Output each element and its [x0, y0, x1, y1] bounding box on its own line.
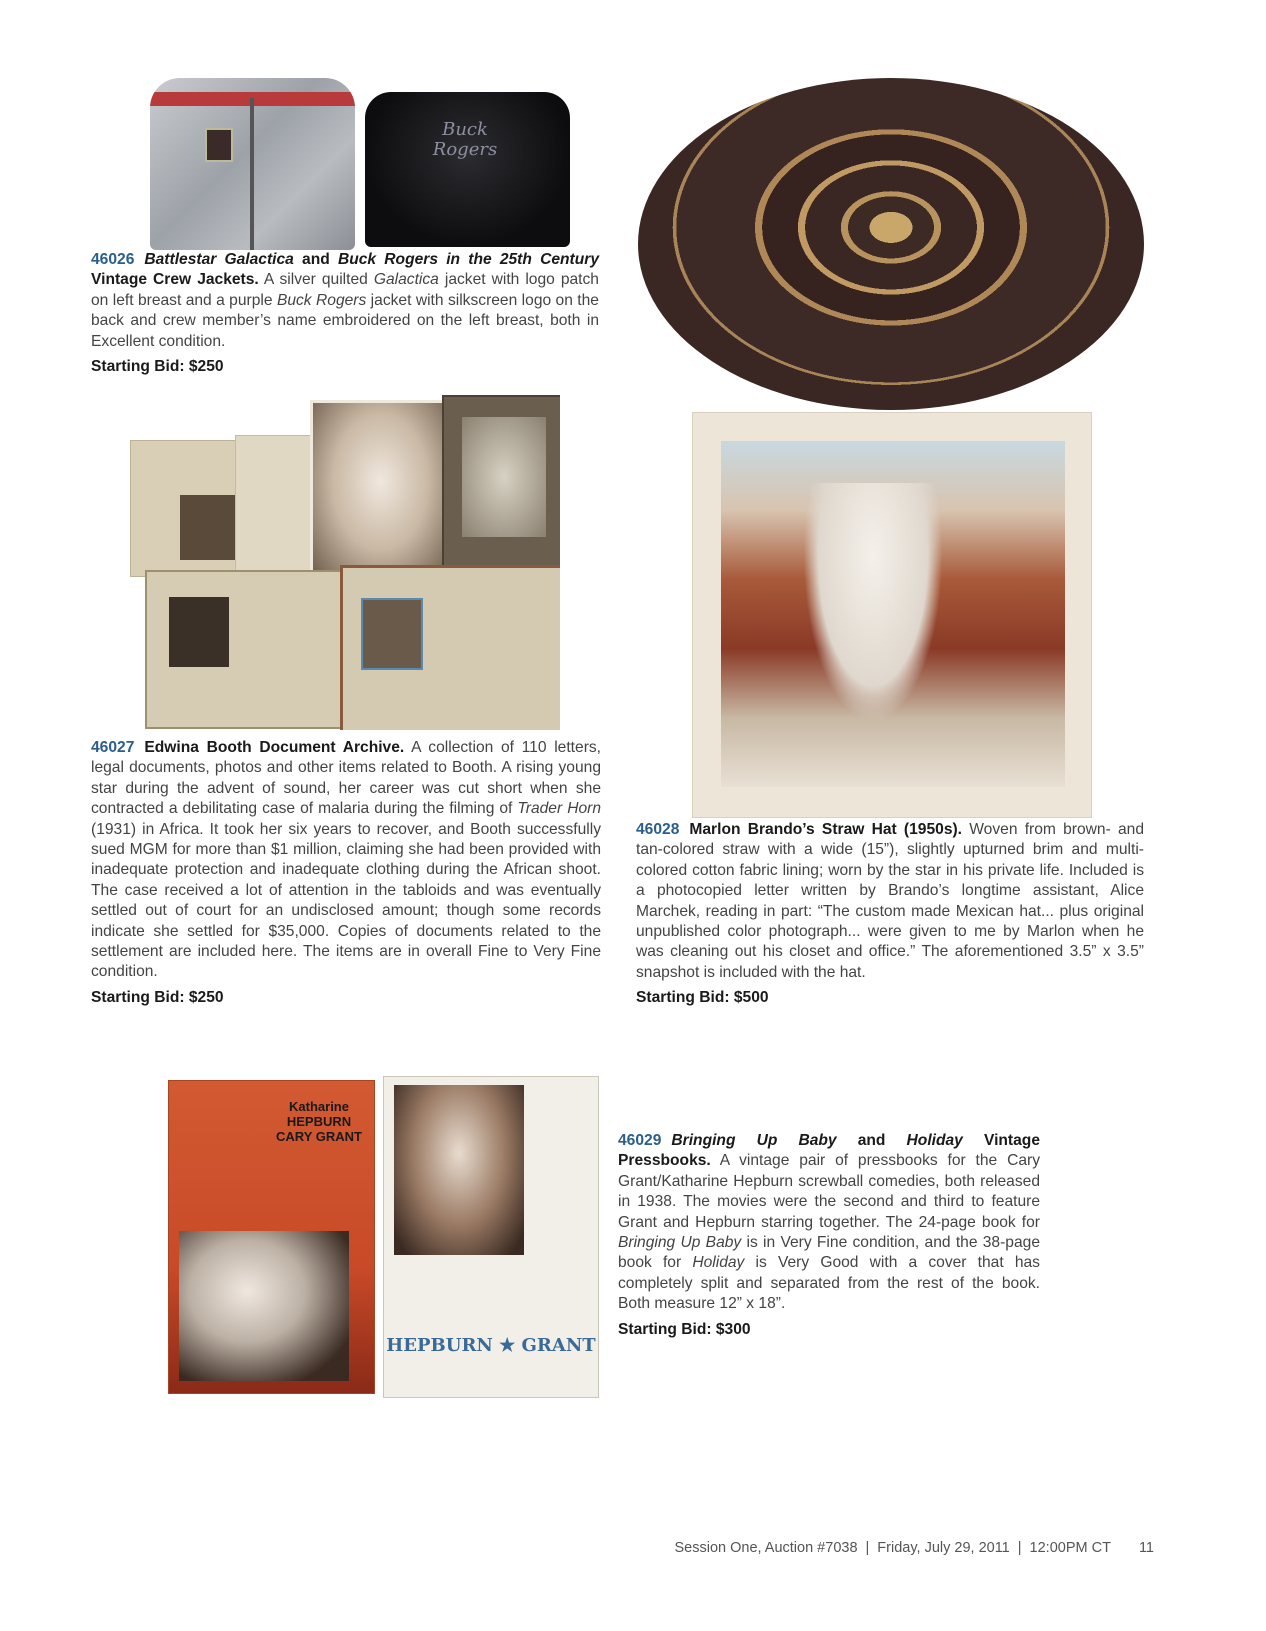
lot-description: A silver quilted	[258, 271, 374, 289]
lot-title: Edwina Booth Document Archive.	[144, 739, 405, 756]
lot-title-part: Bringing Up Baby	[671, 1132, 837, 1149]
lot-description: A collection of 110 letters, legal documents, photos and other items related to Booth. A rising young star during the advent of sound, her career was cut short when she contracted a debilitating case of malaria during the filming of	[91, 739, 602, 818]
lot-title: Marlon Brando’s Straw Hat (1950s).	[689, 821, 963, 838]
lot-46029	[618, 1131, 1040, 1340]
lot-description-italic: Holiday	[692, 1254, 745, 1272]
lot-title-part: Vintage Crew Jackets.	[91, 271, 259, 289]
lot-description: Woven from brown- and tan-colored straw with a wide (15”), slightly upturned brim and multi-colored cotton fabric lining; worn by the star in his private life. Included is a photocopied letter written by Brando’s longtime assistant, Alice Marchek, reading in part: “The custom made Mexican hat... plus original unpublished color photograph... were given to me by Marlon when he was cleaning out his closet and office.” The aforementioned 3.5” x 3.5” snapshot is included with the hat.	[636, 821, 1145, 981]
bringing-up-baby-pressbook-image	[168, 1080, 375, 1394]
lot-description-italic: Buck Rogers	[276, 291, 367, 309]
lot-46026	[91, 250, 599, 377]
lot-description-italic: Bringing Up Baby	[618, 1234, 742, 1252]
lot-description: is Very Good with a cover that has completely split and separated from the rest of the book. Both measure 12” x 18”.	[618, 1254, 1040, 1313]
lot-description: jacket with logo patch on left breast and a purple	[91, 271, 599, 309]
lot-description-italic: Galactica	[373, 271, 439, 289]
jacket-logo-text: Buck Rogers	[432, 119, 498, 160]
lot-number: 46028	[636, 821, 680, 838]
page-number: 11	[1138, 1540, 1154, 1556]
edwina-booth-documents-image	[130, 395, 560, 730]
brando-straw-hat-image	[638, 78, 1144, 410]
lot-46028	[636, 820, 1144, 1009]
footer-time: 12:00PM CT	[1029, 1540, 1111, 1556]
page-footer: Session One, Auction #7038 | Friday, July 29, 2011 | 12:00PM CT 11	[674, 1540, 1154, 1556]
footer-date: Friday, July 29, 2011	[877, 1540, 1010, 1556]
starting-bid: Starting Bid: $250	[91, 988, 224, 1006]
lot-title-part: Holiday	[906, 1132, 963, 1149]
silver-galactica-jacket-image	[150, 78, 355, 250]
lot-number: 46027	[91, 739, 135, 756]
pressbook-cover-text: Katharine HEPBURN CARY GRANT	[276, 1099, 362, 1144]
lot-title-part: Battlestar Galactica	[144, 251, 294, 268]
starting-bid: Starting Bid: $300	[618, 1320, 751, 1338]
starting-bid: Starting Bid: $250	[91, 358, 224, 376]
pressbook-cover-text: HEPBURN ★ GRANT	[386, 1335, 596, 1356]
lot-title-part: Vintage Pressbooks.	[618, 1132, 1041, 1170]
buck-rogers-jacket-image	[365, 92, 570, 247]
lot-title-part: and	[293, 251, 338, 268]
lot-description: jacket with silkscreen logo on the back and crew member’s name embroidered on the left breast, both in Excellent condition.	[91, 291, 599, 350]
lot-title-part: and	[836, 1132, 907, 1149]
footer-session: Session One, Auction #7038	[674, 1540, 858, 1556]
lot-description: is in Very Fine condition, and the 38-page book for	[618, 1234, 1040, 1272]
lot-description: (1931) in Africa. It took her six years to recover, and Booth successfully sued MGM for more than $1 million, claiming she had been provided with inadequate protection and inadequate clothing during the African shoot. The case received a lot of attention in the tabloids and was eventually settled out of court for an undisclosed amount; though some records indicate she settled for $35,000. Copies of documents related to the settlement are included here. The items are in overall Fine to Very Fine condition.	[91, 820, 601, 981]
brando-snapshot-image	[692, 412, 1092, 818]
lot-description-italic: Trader Horn	[517, 800, 601, 818]
lot-number: 46029	[618, 1132, 662, 1149]
lot-number: 46026	[91, 251, 135, 268]
lot-description: A vintage pair of pressbooks for the Cary Grant/Katharine Hepburn screwball comedies, both released in 1938. The movies were the second and third to feature Grant and Hepburn starring together. The 24-page book for	[618, 1152, 1040, 1231]
starting-bid: Starting Bid: $500	[636, 989, 769, 1007]
lot-46027	[91, 738, 601, 1008]
lot-title-part: Buck Rogers in the 25th Century	[337, 251, 600, 268]
holiday-pressbook-image	[383, 1076, 599, 1398]
